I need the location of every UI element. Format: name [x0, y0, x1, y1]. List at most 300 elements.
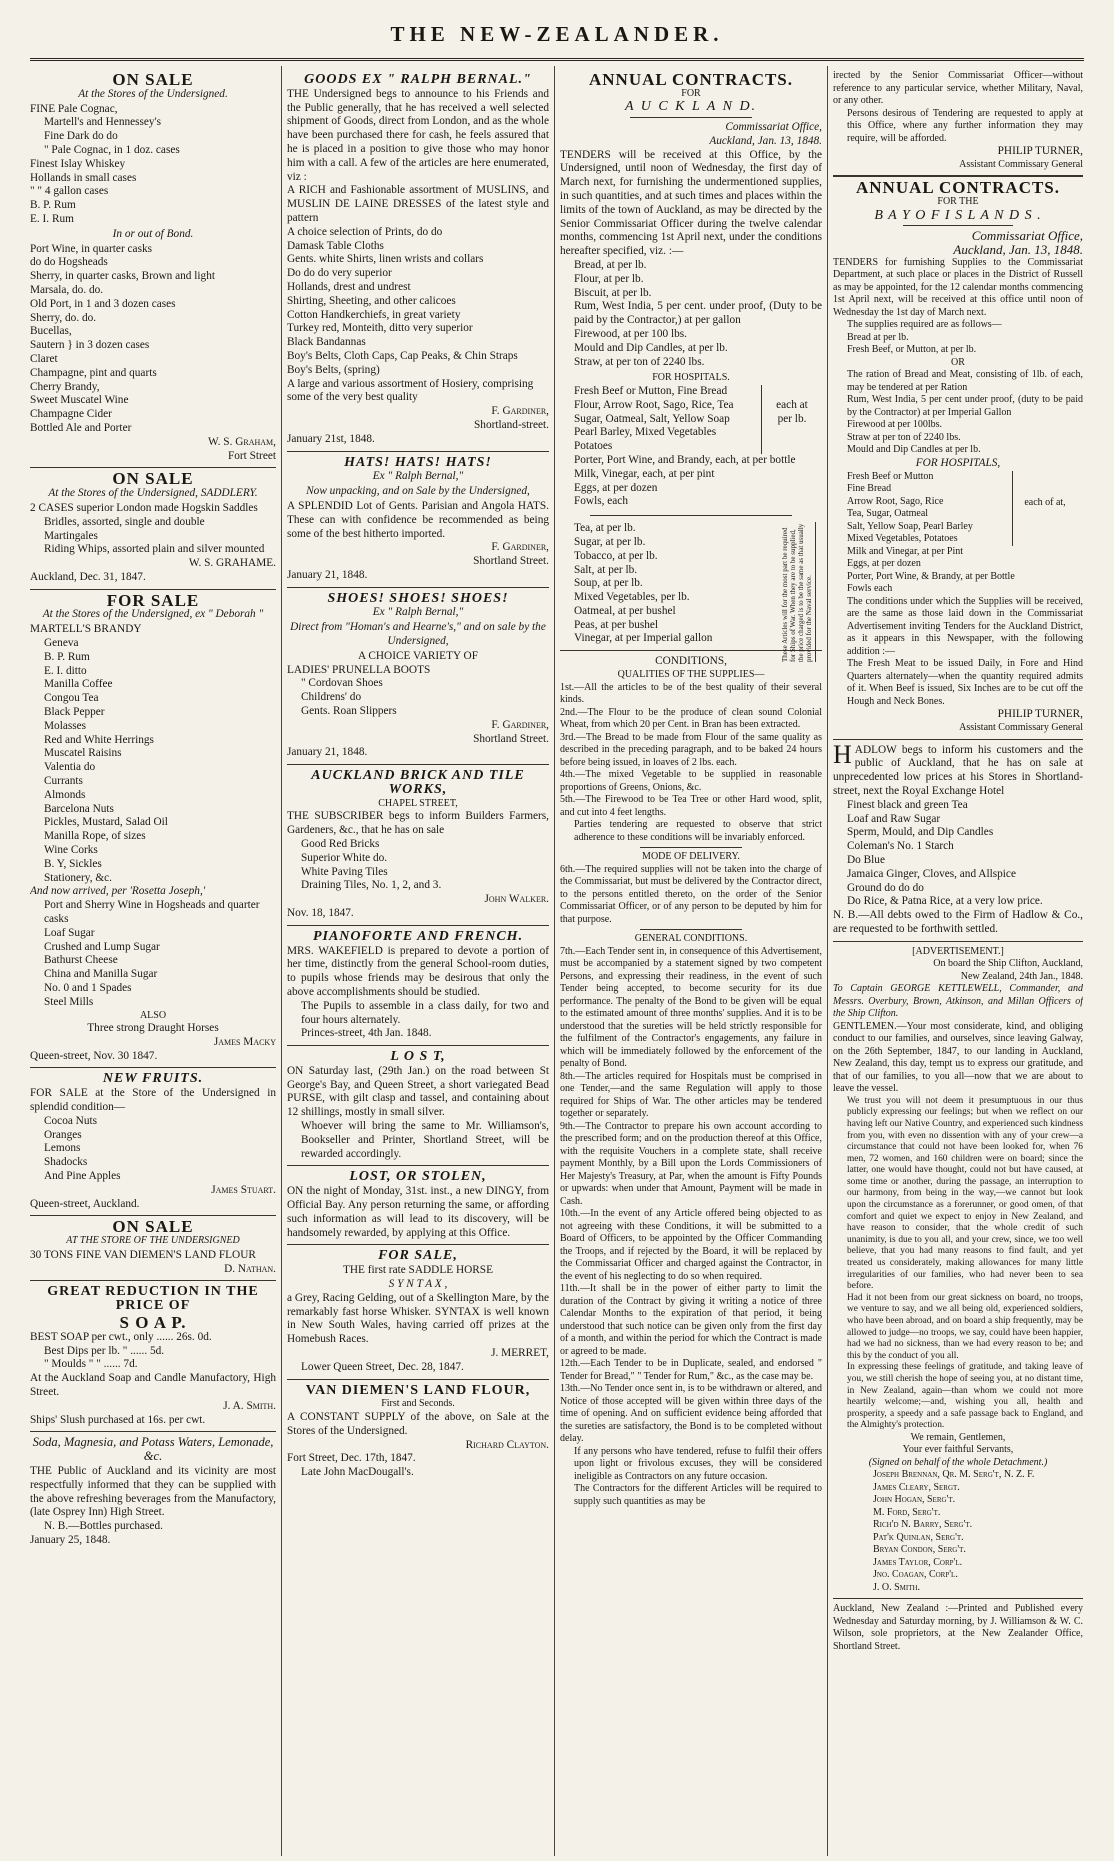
list-item: Firewood at per 100lbs.	[847, 419, 942, 431]
condition-item: 4th.—The mixed Vegetable to be supplied in reasonable proportions of Greens, Onions, &c.	[560, 769, 822, 793]
list-item: Crushed and Lump Sugar	[44, 940, 160, 953]
list-item: Muscatel Raisins	[44, 747, 122, 760]
ad-divider	[640, 929, 742, 930]
ad-body: TENDERS will be received at this Office, by the Undersigned, until noon of Wednesday, the first day of March next, for furnishing the undermentioned supplies, in such quantities, and at such times and places within the limits of the town of Auckland, as may be directed by the Senior Commissariat Officer during the twelve calendar months, commencing 1st April next, under the conditions hereafter specified, viz. :—	[560, 148, 822, 258]
ad-subheading: FOR HOSPITALS,	[915, 456, 1001, 469]
list-item: E. I. ditto	[44, 664, 87, 677]
list-item: " Cordovan Shoes	[301, 677, 383, 690]
contracts-continued	[833, 70, 1083, 171]
list-item: Bread at per lb.	[847, 331, 909, 343]
list-item: Peas, at per bushel	[574, 618, 659, 631]
ad-body: irected by the Senior Commissariat Officer—without reference to any particular service, whether Military, Naval, or any other.	[833, 70, 1083, 106]
ad-address: On board the Ship Clifton, Auckland,	[933, 958, 1083, 970]
ad-date: January 21, 1848.	[287, 746, 368, 759]
column-rule-1	[281, 66, 282, 1856]
ad-address: Shortland-street.	[474, 418, 549, 431]
list-item: Oranges	[44, 1128, 82, 1141]
ad-lost-dingy	[287, 1170, 549, 1240]
signatory: Pat'k Quinlan, Serg't.	[873, 1531, 964, 1543]
ad-lost-purse	[287, 1050, 549, 1161]
list-item: Bucellas,	[30, 325, 72, 338]
ad-divider	[30, 589, 276, 590]
section-subheading: MODE OF DELIVERY.	[642, 851, 740, 863]
ad-signature: F. Gardiner,	[491, 405, 549, 418]
ad-goods-ralph-bernal	[287, 73, 549, 447]
ad-signature: W. S. GRAHAME.	[188, 557, 276, 570]
list-item: A choice selection of Prints, do do	[287, 225, 443, 238]
list-item: LADIES' PRUNELLA BOOTS	[287, 663, 431, 676]
list-item: Bread, at per lb.	[574, 259, 647, 272]
ad-body: 2 CASES superior London made Hogskin Saddles	[30, 501, 258, 514]
ad-address: Commissariat Office,	[725, 121, 822, 134]
list-item: Molasses	[44, 719, 87, 732]
list-item: A large and various assortment of Hosiery, comprising some of the very best quality	[287, 377, 534, 404]
ad-date: Auckland, Jan. 13, 1848.	[953, 242, 1083, 258]
ad-divider	[287, 1379, 549, 1380]
ad-signature: J. A. Smith.	[223, 1399, 276, 1412]
masthead: THE NEW-ZEALANDER.	[390, 22, 724, 46]
ad-date: Queen-street, Nov. 30 1847.	[30, 1049, 158, 1062]
column-2	[287, 70, 549, 1480]
ad-note: N. B.—Bottles purchased.	[44, 1520, 163, 1533]
list-item: FINE Pale Cognac,	[30, 102, 118, 115]
signatory: Rich'd N. Barry, Serg't.	[873, 1519, 973, 1531]
signatory: Jno. Coagan, Corp'l.	[873, 1569, 958, 1581]
ad-divider	[287, 1045, 549, 1046]
condition-item: 6th.—The required supplies will not be taken into the charge of the Commissariat, but must be delivered by the Contractor direct, to the persons entitled thereto, on the order of the Senior Commissariat Officer, or of any person to be deputed by him for that purpose.	[560, 863, 822, 925]
list-item: Porter, Port Wine, and Brandy, each, at per bottle	[574, 453, 796, 466]
list-item: Three strong Draught Horses	[87, 1022, 219, 1035]
ad-divider	[287, 587, 549, 588]
ad-closing: We remain, Gentlemen,	[910, 1431, 1006, 1443]
list-item: Eggs, at per dozen	[847, 558, 921, 570]
section-heading: CONDITIONS,	[655, 655, 727, 668]
ad-subheading: ALSO	[139, 1009, 167, 1021]
list-item: Pearl Barley, Mixed Vegetables	[574, 426, 717, 439]
list-item: Jamaica Ginger, Cloves, and Allspice	[847, 867, 1016, 880]
condition-item: 8th.—The articles required for Hospitals must be comprised in one Tender,—and the same Regulation will apply to those required for Ships of War. The other articles may be tendered together or separately.	[560, 1070, 822, 1120]
ad-flour	[30, 1217, 276, 1276]
list-item: Damask Table Cloths	[287, 239, 384, 252]
ad-date: January 21st, 1848.	[287, 432, 375, 445]
list-item: Do Blue	[847, 853, 885, 866]
ad-subtitle: S Y N T A X ,	[388, 1278, 448, 1291]
ad-address: Queen-street, Auckland.	[30, 1197, 140, 1210]
signatory: James Taylor, Corp'l.	[873, 1556, 963, 1568]
section-subheading: QUALITIES OF THE SUPPLIES—	[617, 669, 765, 681]
ad-subtitle: Ex " Ralph Bernal,"	[372, 470, 464, 483]
signatory: M. Ford, Serg't.	[873, 1506, 941, 1518]
ad-body: In expressing these feelings of gratitude, and taking leave of you, we still cherish the hope of seeing you, at no distant time, in New Zealand, again—than whom we could not more heartily welcome;—and, wishing you all, health and prosperity, a speedy and a safe passage back to England, and the Almighty's protection.	[847, 1362, 1083, 1431]
ad-shoes	[287, 592, 549, 761]
list-item: Do do do very superior	[287, 267, 392, 280]
list-item: Port and Sherry Wine in Hogsheads and quarter casks	[44, 899, 260, 926]
ad-body: A SPLENDID Lot of Gents. Parisian and Angola HATS. These can with confidence be recommended as being some of the best hitherto imported.	[287, 499, 549, 540]
list-item: Geneva	[44, 637, 79, 650]
list-item: Riding Whips, assorted plain and silver mounted	[44, 543, 265, 556]
list-item: Bathurst Cheese	[44, 954, 118, 967]
ad-date: Lower Queen Street, Dec. 28, 1847.	[301, 1360, 464, 1373]
ad-divider	[30, 467, 276, 468]
ad-body: Had it not been from our great sickness on board, no troops, we venture to say, and we all being old, experienced soldiers, who have been abroad, and on board a ship frequently, may be allowed to judge—no troops, we say, could have been happier, had we had no sickness, than we had every reason to be; and this by the conduct of you all.	[847, 1292, 1083, 1361]
ad-subtitle: First and Seconds.	[381, 1398, 455, 1410]
ad-signature: W. S. Graham,	[208, 435, 276, 448]
ad-body: GENTLEMEN.—Your most considerate, kind, and obliging conduct to our families, and ourselves, since leaving Galway, on the 26th September, 1847, to our landing in Auckland, New Zealand, this day, tempt us to express our gratitude, and that of our families, to you all—now that we are about to leave the vessel.	[833, 1020, 1083, 1095]
ad-body: Whoever will bring the same to Mr. Williamson's, Bookseller and Printer, Shortland Street, will be rewarded accordingly.	[301, 1120, 549, 1160]
list-item: And Pine Apples	[44, 1170, 121, 1183]
ad-subtitle: Ex " Ralph Bernal,"	[372, 606, 464, 619]
ad-title: PIANOFORTE AND FRENCH.	[312, 928, 524, 944]
ad-title: ON SALE	[112, 70, 194, 89]
list-item: Tea, Sugar, Oatmeal	[847, 508, 929, 520]
list-item: Shadocks	[44, 1156, 88, 1169]
column-3	[560, 70, 822, 1508]
list-item: B. Y, Sickles	[44, 857, 102, 870]
list-item: A RICH and Fashionable assortment of MUSLINS, and MUSLIN DE LAINE DRESSES of the latest style and pattern	[287, 184, 549, 224]
list-item: Shirting, Sheeting, and other calicoes	[287, 294, 456, 307]
column-rule-3	[827, 66, 828, 1856]
ad-soap	[30, 1285, 276, 1427]
ad-note: N. B.—All debts owed to the Firm of Hadlow & Co., are requested to be forthwith settled.	[833, 909, 1083, 935]
ad-divider	[287, 1165, 549, 1166]
ad-note: Ships' Slush purchased at 16s. per cwt.	[30, 1413, 206, 1426]
ad-subtitle: FOR THE	[937, 196, 979, 208]
list-item: Lemons	[44, 1142, 81, 1155]
ad-date: Auckland, Dec. 31, 1847.	[30, 570, 146, 583]
ad-subtitle: FOR	[681, 87, 701, 99]
ad-divider	[833, 1598, 1083, 1599]
ad-address: Late John MacDougall's.	[301, 1466, 414, 1479]
ad-date: New Zealand, 24th Jan., 1848.	[960, 970, 1083, 982]
masthead-rule	[30, 58, 1084, 61]
ad-divider	[30, 1431, 276, 1432]
list-item: Fresh Beef, or Mutton, at per lb.	[847, 344, 977, 356]
list-item: Flour, Arrow Root, Sago, Rice, Tea	[574, 398, 734, 411]
column-1	[30, 70, 276, 1548]
section-subheading: GENERAL CONDITIONS.	[634, 933, 748, 945]
list-item: Do Rice, & Patna Rice, at a very low price.	[847, 895, 1043, 908]
naval-note: These Articles will for the most part be required for Ships of War. When they are to be supplied, the price charged is to be the same as that usually provided for the Naval service.	[781, 522, 816, 662]
condition-item: 11th.—It shall be in the power of either party to limit the duration of the Contract by giving it writing a notice of three Calendar Months to the expiration of that period, it being understood that such notice can be given only from the first day of a month, and within the period for which the Contract is made or agreed to be made.	[560, 1283, 822, 1357]
condition-item: If any persons who have tendered, refuse to fulfil their offers upon light or frivolous excuses, they will be considered ineligible as Contractors on any future occasion.	[574, 1445, 822, 1482]
ad-subheading: In or out of Bond.	[112, 227, 194, 240]
list-item: Cocoa Nuts	[44, 1114, 98, 1127]
list-item: Black Bandannas	[287, 336, 366, 349]
list-item: The ration of Bread and Meat, consisting of 1lb. of each, may be tendered at per Ration	[847, 369, 1083, 393]
list-item: Milk and Vinegar, at per Pint	[847, 545, 964, 557]
list-item: Mixed Vegetables, per lb.	[574, 591, 690, 604]
list-item: Cherry Brandy,	[30, 380, 100, 393]
list-item: No. 0 and 1 Spades	[44, 982, 132, 994]
ad-date: Fort Street, Dec. 17th, 1847.	[287, 1452, 416, 1465]
list-item: Boy's Belts, Cloth Caps, Cap Peaks, & Chin Straps	[287, 349, 518, 362]
ad-date: January 25, 1848.	[30, 1533, 111, 1546]
list-item: Wine Corks	[44, 844, 98, 857]
list-item: " Pale Cognac, in 1 doz. cases	[44, 143, 180, 156]
list-item: Sugar, at per lb.	[574, 535, 646, 548]
list-item: Red and White Herrings	[44, 733, 154, 746]
ad-subtitle: CHAPEL STREET,	[378, 797, 458, 809]
ad-subtitle: [ADVERTISEMENT.]	[912, 945, 1004, 957]
list-item: Martell's and Hennessey's	[44, 116, 162, 129]
ad-hats	[287, 456, 549, 583]
ad-subtitle: B A Y O F I S L A N D S .	[874, 207, 1042, 223]
list-item: Best Dips per lb. " ...... 5d.	[44, 1344, 165, 1357]
ad-title: NEW FRUITS.	[102, 1071, 204, 1087]
hospital-brace-group	[560, 385, 822, 454]
signatory: J. O. Smith.	[873, 1581, 921, 1593]
list-item: Good Red Bricks	[301, 837, 380, 850]
condition-item: Parties tendering are requested to observe that strict adherence to these conditions will be invariably enforced.	[574, 819, 822, 843]
ad-signature: J. MERRET,	[491, 1347, 549, 1360]
ad-subheading: And now arrived, per 'Rosetta Joseph,'	[30, 885, 206, 898]
list-item: Soup, at per lb.	[574, 577, 643, 590]
ad-vdl-flour	[287, 1384, 549, 1480]
list-item: Flour, at per lb.	[574, 272, 644, 285]
brace-label: each of at,	[1024, 496, 1066, 508]
list-item: Cotton Handkerchiefs, in great variety	[287, 308, 461, 321]
list-item: Ground do do do	[847, 881, 924, 894]
ad-signature: Richard Clayton.	[465, 1438, 549, 1451]
list-item: Black Pepper	[44, 706, 105, 719]
ad-saddle-horse	[287, 1249, 549, 1374]
list-item: White Paving Tiles	[301, 865, 388, 878]
ad-body: FOR SALE at the Store of the Undersigned in splendid condition—	[30, 1087, 276, 1114]
ad-title: LOST, OR STOLEN,	[349, 1169, 487, 1185]
list-item: " " 4 gallon cases	[30, 185, 109, 198]
condition-item: 10th.—In the event of any Article offered being objected to as not agreeing with these Conditions, it will be submitted to a Board of Officers, to be appointed by the Officer Commanding the Troops, and if rejected by the Board, it will be replaced by the Commissariat Officer and charged against the Contractor, in the event of his neglecting to do so when required.	[560, 1208, 822, 1282]
list-item: B. P. Rum	[30, 199, 76, 212]
ad-address: Shortland Street.	[473, 732, 549, 745]
list-item: Loaf Sugar	[44, 926, 95, 939]
ad-signature: PHILIP TURNER,	[997, 145, 1083, 157]
ad-new-fruits	[30, 1072, 276, 1211]
list-item: Rum, West India, 5 per cent. under proof, (Duty to be paid by the Contractor,) at per gallon	[574, 300, 822, 327]
list-item: Fresh Beef or Mutton	[847, 470, 934, 482]
list-item: Sweet Muscatel Wine	[30, 394, 129, 407]
ad-signature: F. Gardiner,	[491, 718, 549, 731]
list-item: Arrow Root, Sago, Rice	[847, 495, 944, 507]
ad-closing: (Signed on behalf of the whole Detachment.)	[868, 1456, 1048, 1468]
ad-divider	[833, 175, 1083, 177]
list-item: Loaf and Raw Sugar	[847, 812, 941, 825]
condition-item: 7th.—Each Tender sent in, in consequence of this Advertisement, must be accompanied by a statement signed by two competent Persons, and expressing their readiness, in the event of such Tender being accepted, to become security for its due performance. The penalty of the Bond to be given will be equal to the estimated amount of three months' supplies. And it is to be understood that the sureties will be held strictly responsible for the fulfilment of the Contractor's engagements, any failure in which will be immediately followed by the enforcement of the penalty of Bond.	[560, 945, 822, 1070]
list-item: BEST SOAP per cwt., only ...... 26s. 0d.	[30, 1330, 212, 1343]
ad-title: ON SALE	[112, 469, 194, 489]
ad-title: SHOES! SHOES! SHOES!	[327, 590, 509, 606]
ad-body: HADLOW begs to inform his customers and the public of Auckland, that he has on sale at unprecedented low prices at his Stores in Shortland-street, next the Royal Exchange Hotel	[833, 739, 1083, 797]
list-item: Sugar, Oatmeal, Salt, Yellow Soap	[574, 412, 730, 425]
list-item: Pickles, Mustard, Salad Oil	[44, 816, 168, 829]
list-item: Finest Islay Whiskey	[30, 157, 126, 170]
list-item: Valentia do	[44, 761, 96, 774]
ad-on-sale-liquors	[30, 70, 276, 463]
ad-divider	[287, 451, 549, 452]
ad-body: The Pupils to assemble in a class daily, for two and four hours alternately.	[301, 999, 549, 1026]
ad-body: MRS. WAKEFIELD is prepared to devote a portion of her time, distinctly from the general School-room duties, to pupils whose friends may be desirous that only the above accomplishments should be studied.	[287, 944, 549, 998]
ad-signature: PHILIP TURNER,	[997, 708, 1083, 721]
list-item: Porter, Port Wine, & Brandy, at per Bottle	[847, 570, 1015, 582]
ad-subtitle: A U C K L A N D.	[624, 99, 758, 115]
ad-pianoforte	[287, 930, 549, 1041]
list-item: Congou Tea	[44, 692, 99, 705]
ad-title: HATS! HATS! HATS!	[344, 454, 492, 470]
list-item: Marsala, do. do.	[30, 283, 104, 296]
list-item: OR	[951, 356, 965, 368]
ad-salutation: To Captain GEORGE KETTLEWELL, Commander, and Messrs. Overbury, Brown, Atkinson, and Millan Officers of the Ship Clifton.	[833, 983, 1083, 1020]
list-item: B. P. Rum	[44, 650, 90, 663]
list-item: MARTELL'S BRANDY	[30, 623, 142, 636]
condition-item: 13th.—No Tender once sent in, is to be withdrawn or altered, and Notice of those accepted will be given within three days of the time of opening. And on sufficient evidence being afforded that the sureties are satisfactory, the Bond is to be completed without delay.	[560, 1383, 822, 1445]
ad-signature: F. Gardiner,	[491, 541, 549, 554]
ad-body: THE Public of Auckland and its vicinity are most respectfully informed that they can be supplied with the above refreshing beverages from the Manufactory, (late Osprey Inn) High Street.	[30, 1464, 276, 1519]
ad-body: We trust you will not deem it presumptuous in our thus publicly expressing our feelings; but when we reflect on our having left our Native Country, and experienced such kindness from you, with even no dissention with any of your crew—a circumstance that could not have been looked for, when 76 men, 72 women, and 160 children were on board; since the latter, one would have thought, could not but have caused, at some time or another, during the passage, an interruption to our harmony, from being in the way,—we cannot but look upon the circumstance as a forerunner, or good omen, of that comfort and quiet we expect to enjoy in New Zealand, and have reason to consider, that the whole credit of such unanimity, is due to you all, and your crew, since, we too well believe, that you had many reasons to find fault, and yet treated us considerately, making allowances for many little irregularities of our families, who had never been to sea before.	[847, 1095, 1083, 1292]
column-4	[833, 70, 1083, 1653]
list-item: Port Wine, in quarter casks	[30, 242, 153, 255]
list-item: Oatmeal, at per bushel	[574, 604, 676, 617]
list-item: Mould and Dip Candles at per lb.	[847, 444, 981, 456]
list-item: Turkey red, Monteith, ditto very superior	[287, 322, 473, 335]
list-item: Biscuit, at per lb.	[574, 286, 652, 299]
ad-signature: James Macky	[213, 1035, 276, 1048]
list-item: Gents. Roan Slippers	[301, 705, 397, 718]
column-rule-2	[554, 66, 555, 1856]
list-item: Manilla Rope, of sizes	[44, 830, 146, 843]
ad-divider	[287, 1244, 549, 1245]
ad-hadlow	[833, 739, 1083, 937]
list-item: Salt, Yellow Soap, Pearl Barley	[847, 520, 973, 532]
list-item: Potatoes	[574, 440, 613, 453]
ad-subheading: FOR HOSPITALS.	[652, 372, 730, 384]
list-item: Fowls each	[847, 583, 893, 595]
condition-item: 9th.—The Contractor to prepare his own account according to the prescribed form; and on the production thereof at this Office, with the requisite Vouchers in a complete state, shall receive payment Monthly, by a Bill upon the Lords Commissioners of Her Majesty's Treasury, at Par, when the amount is Fifty Pounds or upwards: when under that Amount, Payment will be made in Cash.	[560, 1120, 822, 1207]
ad-body: ON Saturday last, (29th Jan.) on the road between St George's Bay, and Queen Street, a short variegated Bead PURSE, with gilt clasp and tassel, and containing about 12 shillings, mostly in small silver.	[287, 1064, 549, 1119]
list-item: Barcelona Nuts	[44, 802, 114, 815]
list-item: Coleman's No. 1 Starch	[847, 840, 954, 853]
ad-body: The conditions under which the Supplies will be received, are the same as those laid down in the Commissariat Advertisement inviting Tenders for the Auckland District, as it appears in this Newspaper, with the following addition :—	[847, 595, 1083, 657]
condition-item: 1st.—All the articles to be of the best quality of their several kinds.	[560, 681, 822, 706]
ad-body: ON the night of Monday, 31st. inst., a new DINGY, from Official Bay. Any person returning the same, or affording such information as will lead to its discovery, will be handsomely rewarded, by applying at this Office.	[287, 1185, 549, 1239]
ad-title: GOODS EX " RALPH BERNAL."	[304, 72, 532, 87]
ad-divider	[640, 847, 742, 848]
signatory: James Cleary, Sergt.	[873, 1481, 960, 1493]
ad-soda-waters	[30, 1436, 276, 1547]
list-item: Childrens' do	[301, 691, 362, 704]
ad-address: Shortland Street.	[473, 555, 549, 568]
list-item: Martingales	[44, 529, 98, 542]
ad-title: FOR SALE,	[378, 1248, 458, 1264]
ad-date: Auckland, Jan. 13, 1848.	[709, 134, 822, 147]
ad-saddlery	[30, 469, 276, 584]
list-item: Gents. white Shirts, linen wrists and collars	[287, 253, 484, 266]
ad-for-sale-deborah	[30, 590, 276, 1064]
list-item: E. I. Rum	[30, 212, 74, 225]
ad-title: S O A P.	[119, 1312, 187, 1332]
list-item: Boy's Belts, (spring)	[287, 363, 380, 376]
list-item: Sautern } in 3 dozen cases	[30, 339, 150, 352]
signatory: Bryan Condon, Serg't.	[873, 1544, 966, 1556]
ad-signature: D. Nathan.	[224, 1262, 276, 1275]
ad-body: TENDERS for furnishing Supplies to the Commissariat Department, at such place or places in the District of Russell as may be appointed, for the 12 calendar months commencing 1st April next, will be received at this office until noon of Wednesday the 1st day of March next.	[833, 256, 1083, 318]
ad-title: ON SALE	[112, 1217, 194, 1237]
ad-body: THE first rate SADDLE HORSE	[343, 1264, 493, 1277]
ad-divider	[30, 1215, 276, 1216]
list-item: Currants	[44, 775, 83, 788]
ad-divider	[30, 1067, 276, 1068]
hospital-brace-group	[833, 471, 1083, 546]
ad-divider	[30, 1280, 276, 1281]
ad-divider	[903, 225, 1013, 226]
ad-body: a Grey, Racing Gelding, out of a Skellington Mare, by the remarkably fast horse Whisker. SYNTAX is well known in New South Wales, having carried off prizes at the Homebush Races.	[287, 1291, 549, 1346]
ad-signature: James Stuart.	[211, 1183, 276, 1196]
list-item: Fine Bread	[847, 483, 892, 495]
list-item: do do Hogsheads	[30, 256, 108, 269]
ad-brick-works	[287, 769, 549, 920]
ad-signature-title: Assistant Commissary General	[959, 158, 1083, 170]
list-item: Champagne Cider	[30, 408, 112, 421]
list-item: Straw at per ton of 2240 lbs.	[847, 431, 961, 443]
ad-subtitle: AT THE STORE OF THE UNDERSIGNED	[66, 1235, 240, 1247]
ad-divider	[287, 764, 549, 765]
list-item: Fresh Beef or Mutton, Fine Bread	[574, 384, 728, 397]
list-item: Hollands, drest and undrest	[287, 280, 411, 293]
list-item: Mould and Dip Candles, at per lb.	[574, 341, 728, 354]
ad-date: January 21, 1848.	[287, 568, 368, 581]
list-item: Firewood, at per 100 lbs.	[574, 328, 687, 341]
list-item: Bridles, assorted, single and double	[44, 515, 205, 528]
ad-body: 30 TONS FINE VAN DIEMEN'S LAND FLOUR	[30, 1248, 256, 1261]
signatory: John Hogan, Serg't.	[873, 1494, 956, 1506]
list-item: Fowls, each	[574, 495, 628, 508]
brace-list	[833, 471, 1013, 546]
signatory: Joseph Brennan, Qr. M. Serg't, N. Z. F.	[873, 1469, 1035, 1481]
condition-item: 2nd.—The Flour to be the produce of clean sound Colonial Wheat, from which 20 per Cent. in Bran has been extracted.	[560, 706, 822, 731]
list-item: Milk, Vinegar, each, at per pint	[574, 467, 715, 480]
ad-body: A CONSTANT SUPPLY of the above, on Sale at the Stores of the Undersigned.	[287, 1410, 549, 1437]
list-item: Claret	[30, 352, 58, 365]
ad-title: ANNUAL CONTRACTS.	[855, 178, 1061, 198]
list-item: Sherry, do. do.	[30, 311, 97, 324]
list-item: Hollands in small cases	[30, 171, 137, 184]
ad-address: Fort Street	[227, 449, 276, 462]
ad-body: The Fresh Meat to be issued Daily, in Fore and Hind Quarters alternately—when the quantity required admits of it. When Beef is issued, Six Inches are to be cut off the Hough and Neck Bones.	[847, 658, 1083, 707]
ad-divider	[630, 117, 752, 118]
ad-body: THE SUBSCRIBER begs to inform Builders Farmers, Gardeners, &c., that he has on sale	[287, 810, 549, 837]
list-item: Almonds	[44, 788, 86, 801]
ad-title: GREAT REDUCTION IN THE PRICE OF	[47, 1284, 259, 1314]
list-item: Old Port, in 1 and 3 dozen cases	[30, 297, 176, 310]
ad-subtitle: At the Stores of the Undersigned, ex " Deborah "	[42, 608, 264, 621]
ad-subtitle: A CHOICE VARIETY OF	[358, 649, 478, 662]
list-item: Sperm, Mould, and Dip Candles	[847, 826, 994, 839]
ad-body: The supplies required are as follows—	[847, 319, 1002, 331]
ad-signature-title: Assistant Commissary General	[959, 722, 1083, 734]
brace-label: each at per lb.	[776, 398, 808, 425]
list-item: Tea, at per lb.	[574, 522, 636, 535]
ad-title: Soda, Magnesia, and Potass Waters, Lemonade, &c.	[32, 1435, 274, 1464]
condition-item: The Contractors for the different Articles will be required to supply such quantities as may be	[574, 1483, 822, 1507]
ad-date: Princes-street, 4th Jan. 1848.	[301, 1027, 432, 1040]
ad-body: At the Auckland Soap and Candle Manufactory, High Street.	[30, 1372, 276, 1398]
brace-list	[560, 385, 762, 454]
condition-item: 3rd.—The Bread to be made from Flour of the same quality as described in the preceding paragraph, and to be baked 24 hours before being issued, in loaves of 2 lbs. each.	[560, 731, 822, 768]
ad-title: ANNUAL CONTRACTS.	[588, 70, 794, 89]
list-item: Champagne, pint and quarts	[30, 366, 157, 379]
ad-clifton-letter	[833, 946, 1083, 1595]
ad-closing: Your ever faithful Servants,	[902, 1444, 1014, 1456]
condition-item: 12th.—Each Tender to be in Duplicate, sealed, and endorsed " Tender for Bread," " Tender for Rum," &c., as the case may be.	[560, 1358, 822, 1382]
ad-title: AUCKLAND BRICK AND TILE WORKS,	[311, 768, 525, 798]
